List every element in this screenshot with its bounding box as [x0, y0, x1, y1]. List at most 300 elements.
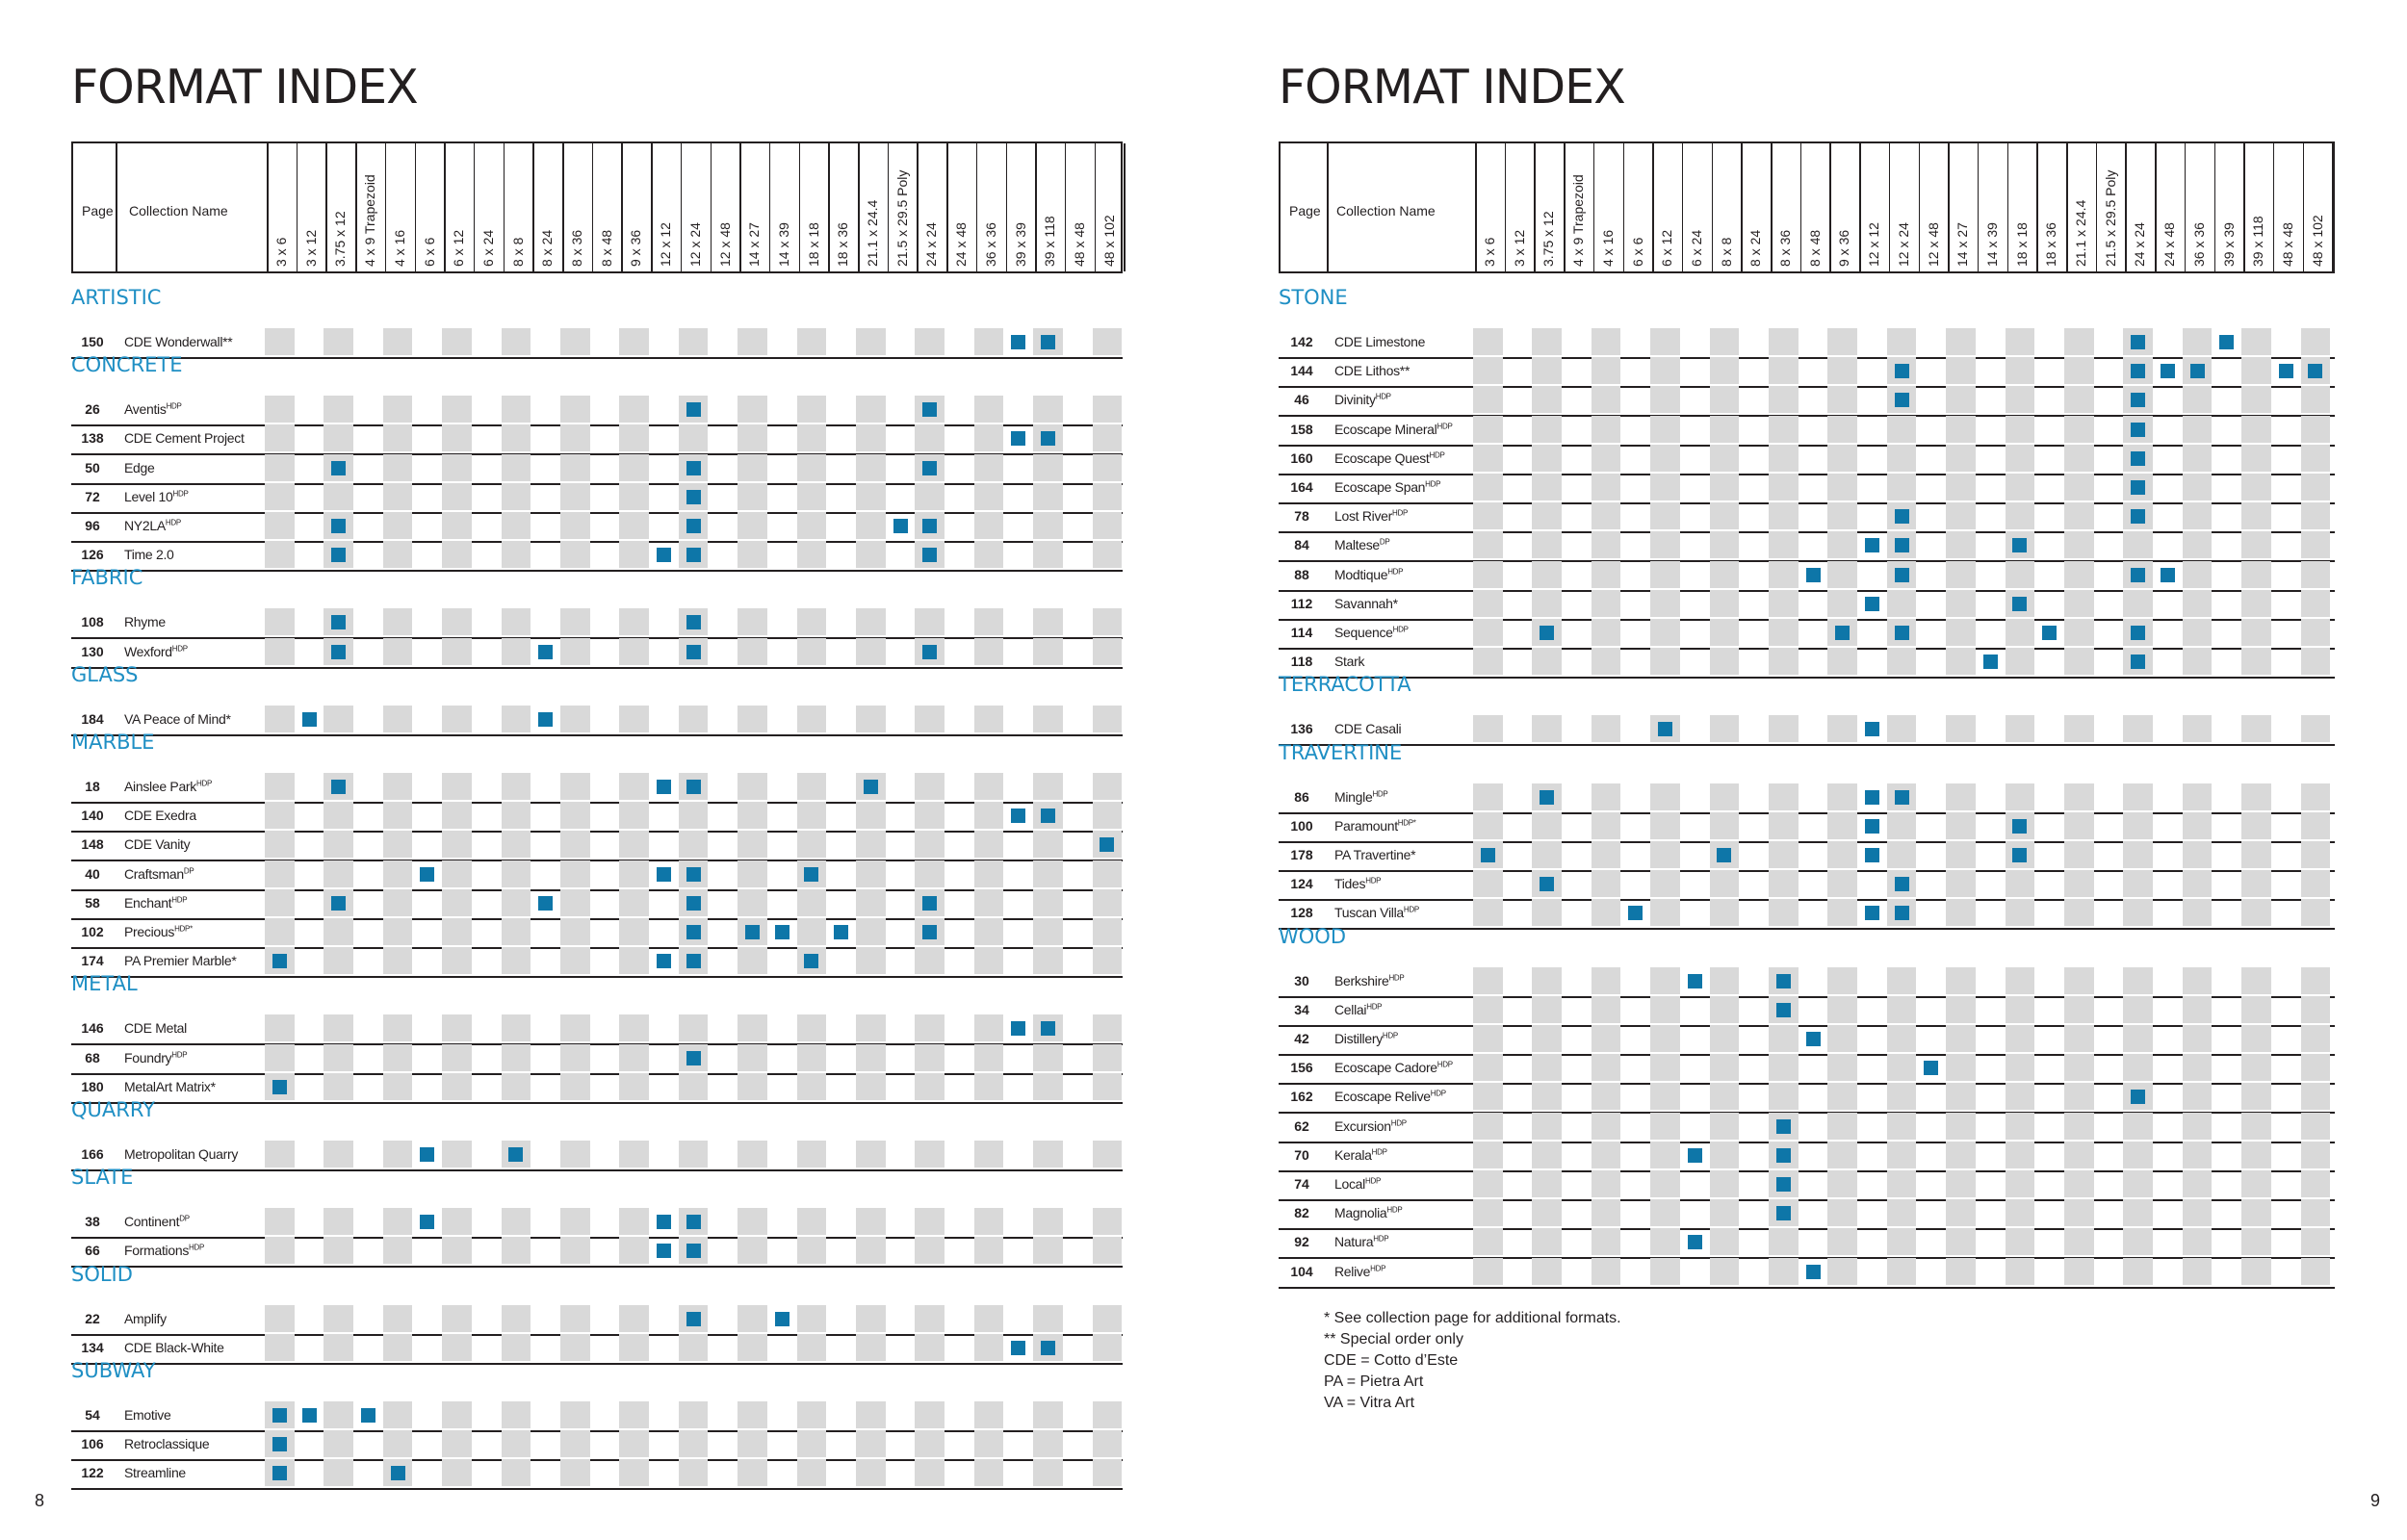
- table-row: [1279, 1142, 2335, 1172]
- format-available-mark: [1041, 1341, 1055, 1355]
- column-stripe: [1946, 967, 1976, 994]
- table-row: [1279, 996, 2335, 1027]
- format-available-mark: [2308, 364, 2322, 378]
- format-available-mark: [2131, 393, 2145, 407]
- column-stripe: [324, 1305, 353, 1332]
- column-stripe: [2064, 386, 2094, 413]
- column-stripe: [2183, 812, 2213, 839]
- table-row: [71, 1305, 1123, 1336]
- format-available-mark: [686, 402, 701, 417]
- column-stripe: [974, 860, 1004, 887]
- column-stripe: [797, 706, 827, 732]
- format-available-mark: [1895, 906, 1909, 920]
- trademark-superscript: HDP: [196, 779, 212, 788]
- column-stripe: [2241, 841, 2271, 868]
- column-stripe: [383, 831, 413, 858]
- column-stripe: [1769, 502, 1799, 529]
- column-stripe: [1650, 590, 1680, 617]
- column-stripe: [560, 860, 590, 887]
- column-stripe: [679, 1334, 709, 1361]
- collection-name: Foundry$^{HDP}$: [124, 1049, 188, 1065]
- column-stripe: [1093, 860, 1123, 887]
- table-row: [1279, 619, 2335, 650]
- column-stripe: [265, 328, 295, 355]
- column-stripe: [2123, 967, 2153, 994]
- column-stripe: [2064, 1054, 2094, 1081]
- page-number-cell: 68: [85, 1049, 100, 1065]
- column-stripe: [1592, 1258, 1621, 1285]
- collection-name: Metropolitan Quarry: [124, 1146, 239, 1162]
- format-label: 4 x 9 Trapezoid: [362, 174, 378, 267]
- column-stripe: [2006, 1199, 2035, 1226]
- format-available-mark: [1776, 1177, 1791, 1192]
- column-stripe: [2183, 1025, 2213, 1052]
- column-stripe: [502, 424, 531, 451]
- column-divider: [739, 143, 741, 271]
- format-label: 6 x 24: [1688, 229, 1704, 267]
- footnote: * See collection page for additional formats.: [1324, 1310, 1621, 1326]
- column-stripe: [619, 947, 649, 974]
- format-available-mark: [1806, 1032, 1821, 1046]
- format-available-mark: [686, 867, 701, 882]
- column-stripe: [619, 1208, 649, 1235]
- column-stripe: [1592, 783, 1621, 810]
- format-label: 24 x 48: [2161, 222, 2178, 267]
- column-stripe: [1946, 648, 1976, 675]
- column-stripe: [442, 1237, 472, 1264]
- column-stripe: [738, 396, 767, 423]
- column-stripe: [1093, 773, 1123, 800]
- column-stripe: [2006, 386, 2035, 413]
- column-stripe: [1592, 357, 1621, 384]
- column-stripe: [738, 638, 767, 665]
- column-stripe: [324, 860, 353, 887]
- table-row: [1279, 502, 2335, 533]
- format-available-mark: [1011, 808, 1025, 823]
- page-title: FORMAT INDEX: [71, 60, 418, 115]
- format-available-mark: [686, 615, 701, 629]
- footnotes: [1324, 1308, 1621, 1414]
- column-stripe: [560, 1044, 590, 1071]
- column-stripe: [974, 541, 1004, 568]
- format-available-mark: [893, 519, 908, 533]
- column-stripe: [1592, 474, 1621, 500]
- column-stripe: [560, 889, 590, 916]
- column-stripe: [2301, 1025, 2331, 1052]
- column-stripe: [915, 1014, 945, 1041]
- column-stripe: [1532, 328, 1562, 355]
- format-available-mark: [2012, 819, 2027, 834]
- column-stripe: [1033, 889, 1063, 916]
- column-stripe: [1769, 870, 1799, 897]
- column-divider: [799, 143, 801, 271]
- column-stripe: [2064, 561, 2094, 588]
- column-stripe: [1710, 812, 1740, 839]
- column-stripe: [1769, 445, 1799, 472]
- column-divider: [1095, 143, 1097, 271]
- column-divider: [1948, 143, 1950, 271]
- format-available-mark: [2131, 509, 2145, 524]
- page-number-cell: 166: [81, 1146, 104, 1162]
- column-stripe: [1946, 357, 1976, 384]
- column-stripe: [1887, 1142, 1917, 1168]
- column-stripe: [2241, 648, 2271, 675]
- column-stripe: [2183, 619, 2213, 646]
- column-stripe: [1946, 1054, 1976, 1081]
- collection-name: Precious$^{HDP*}$: [124, 924, 193, 939]
- column-stripe: [502, 1459, 531, 1486]
- collection-name: MetalArt Matrix*: [124, 1078, 216, 1094]
- column-stripe: [1769, 1258, 1799, 1285]
- column-divider: [504, 143, 505, 271]
- column-stripe: [2064, 841, 2094, 868]
- column-stripe: [442, 483, 472, 510]
- column-stripe: [1033, 773, 1063, 800]
- column-stripe: [1093, 608, 1123, 635]
- column-stripe: [2123, 1199, 2153, 1226]
- format-label: 21.5 x 29.5 Poly: [893, 169, 910, 267]
- column-stripe: [1710, 328, 1740, 355]
- column-stripe: [324, 1237, 353, 1264]
- collection-name: Wexford$^{HDP}$: [124, 643, 188, 659]
- collection-name: Paramount$^{HDP*}$: [1334, 817, 1416, 834]
- section-title: STONE: [1279, 286, 1348, 309]
- format-label: 8 x 24: [539, 229, 556, 267]
- column-stripe: [324, 1073, 353, 1100]
- column-stripe: [1592, 1199, 1621, 1226]
- column-stripe: [1827, 967, 1857, 994]
- column-stripe: [560, 1305, 590, 1332]
- column-stripe: [2183, 1083, 2213, 1110]
- table-row: [1279, 1083, 2335, 1114]
- column-stripe: [2123, 1258, 2153, 1285]
- format-label: 48 x 102: [2309, 215, 2325, 267]
- collection-name: Berkshire$^{HDP}$: [1334, 972, 1405, 988]
- column-stripe: [974, 424, 1004, 451]
- table-row: [1279, 648, 2335, 679]
- column-stripe: [560, 328, 590, 355]
- column-stripe: [1710, 1228, 1740, 1255]
- column-stripe: [2123, 870, 2153, 897]
- format-available-mark: [1011, 1341, 1025, 1355]
- column-stripe: [265, 802, 295, 829]
- column-stripe: [1710, 996, 1740, 1023]
- column-stripe: [1093, 1044, 1123, 1071]
- trademark-superscript: HDP: [171, 1049, 188, 1059]
- column-stripe: [1532, 561, 1562, 588]
- section-title: FABRIC: [71, 566, 143, 590]
- table-row: [71, 483, 1123, 514]
- table-row: [1279, 1228, 2335, 1259]
- column-stripe: [797, 1305, 827, 1332]
- column-stripe: [856, 1401, 886, 1428]
- format-label: 9 x 36: [1836, 229, 1852, 267]
- column-stripe: [619, 328, 649, 355]
- column-stripe: [1650, 561, 1680, 588]
- format-available-mark: [272, 1408, 287, 1423]
- column-stripe: [1827, 416, 1857, 443]
- column-stripe: [619, 1459, 649, 1486]
- column-stripe: [560, 396, 590, 423]
- trademark-superscript: HDP: [1430, 1089, 1446, 1098]
- column-divider: [1889, 143, 1891, 271]
- format-available-mark: [922, 925, 937, 939]
- format-available-mark: [657, 1215, 671, 1229]
- format-label: 14 x 27: [746, 222, 763, 267]
- section-title: CONCRETE: [71, 353, 183, 377]
- column-stripe: [915, 1237, 945, 1264]
- collection-name: Retroclassique: [124, 1436, 210, 1452]
- table-row: [71, 638, 1123, 669]
- page-number-cell: 92: [1294, 1234, 1309, 1250]
- column-stripe: [2301, 841, 2331, 868]
- page-number-cell: 58: [85, 894, 100, 911]
- column-stripe: [2183, 416, 2213, 443]
- column-stripe: [502, 454, 531, 481]
- format-available-mark: [1628, 906, 1643, 920]
- column-stripe: [1710, 386, 1740, 413]
- column-stripe: [2123, 812, 2153, 839]
- collection-name: Ecoscape Relive$^{HDP}$: [1334, 1089, 1446, 1105]
- column-stripe: [619, 773, 649, 800]
- format-label: 6 x 24: [479, 229, 496, 267]
- column-stripe: [679, 1459, 709, 1486]
- column-stripe: [2301, 416, 2331, 443]
- column-stripe: [560, 831, 590, 858]
- column-stripe: [1093, 1014, 1123, 1041]
- format-available-mark: [2042, 626, 2057, 640]
- column-stripe: [502, 947, 531, 974]
- column-stripe: [2006, 502, 2035, 529]
- column-stripe: [1827, 783, 1857, 810]
- column-stripe: [324, 831, 353, 858]
- column-divider: [2155, 143, 2157, 271]
- column-stripe: [1093, 512, 1123, 539]
- collection-name: Ecoscape Span$^{HDP}$: [1334, 479, 1441, 495]
- column-stripe: [2241, 870, 2271, 897]
- column-stripe: [1827, 1258, 1857, 1285]
- column-stripe: [502, 1401, 531, 1428]
- trademark-superscript: HDP: [1371, 1147, 1387, 1157]
- column-stripe: [1710, 1170, 1740, 1197]
- format-available-mark: [272, 1080, 287, 1094]
- column-stripe: [502, 1237, 531, 1264]
- column-stripe: [324, 802, 353, 829]
- column-stripe: [679, 1141, 709, 1168]
- column-stripe: [1650, 783, 1680, 810]
- trademark-superscript: HDP: [1436, 421, 1453, 430]
- column-stripe: [1093, 1459, 1123, 1486]
- format-label: 8 x 36: [569, 229, 584, 267]
- column-stripe: [1769, 1083, 1799, 1110]
- page-number-cell: 150: [81, 334, 104, 349]
- column-stripe: [856, 860, 886, 887]
- column-stripe: [2301, 590, 2331, 617]
- column-stripe: [2241, 1170, 2271, 1197]
- column-stripe: [856, 483, 886, 510]
- column-divider: [917, 143, 919, 271]
- format-available-mark: [302, 1408, 317, 1423]
- column-stripe: [2301, 1054, 2331, 1081]
- column-stripe: [1592, 1025, 1621, 1052]
- column-stripe: [619, 454, 649, 481]
- column-stripe: [856, 328, 886, 355]
- page-number-cell: 54: [85, 1407, 100, 1423]
- column-stripe: [1650, 416, 1680, 443]
- page-number-cell: 174: [81, 953, 104, 969]
- column-stripe: [797, 454, 827, 481]
- column-stripe: [1710, 870, 1740, 897]
- table-row: [1279, 812, 2335, 843]
- column-stripe: [383, 328, 413, 355]
- format-available-mark: [1835, 626, 1850, 640]
- column-stripe: [1827, 474, 1857, 500]
- column-stripe: [2006, 1025, 2035, 1052]
- column-stripe: [2064, 416, 2094, 443]
- column-stripe: [1093, 802, 1123, 829]
- page-number-cell: 46: [1294, 392, 1309, 408]
- column-stripe: [856, 1073, 886, 1100]
- column-stripe: [1473, 967, 1503, 994]
- column-stripe: [1769, 619, 1799, 646]
- column-stripe: [679, 328, 709, 355]
- column-stripe: [797, 1014, 827, 1041]
- column-stripe: [1592, 996, 1621, 1023]
- column-stripe: [2241, 1113, 2271, 1140]
- column-stripe: [265, 454, 295, 481]
- column-stripe: [1827, 1113, 1857, 1140]
- collection-name: Tuscan Villa$^{HDP}$: [1334, 905, 1419, 921]
- column-stripe: [619, 1014, 649, 1041]
- column-stripe: [1827, 386, 1857, 413]
- column-stripe: [2064, 1170, 2094, 1197]
- format-available-mark: [331, 780, 346, 794]
- column-stripe: [2241, 1025, 2271, 1052]
- column-divider: [325, 143, 327, 271]
- column-stripe: [1887, 812, 1917, 839]
- format-available-mark: [657, 780, 671, 794]
- column-stripe: [502, 1044, 531, 1071]
- format-available-mark: [331, 615, 346, 629]
- column-stripe: [1650, 1170, 1680, 1197]
- collection-name: Streamline: [124, 1465, 186, 1481]
- column-stripe: [442, 424, 472, 451]
- column-stripe: [502, 396, 531, 423]
- page-number-cell: 66: [85, 1243, 100, 1259]
- collection-name: CDE Wonderwall**: [124, 334, 233, 349]
- column-stripe: [1650, 1228, 1680, 1255]
- column-stripe: [1473, 783, 1503, 810]
- column-stripe: [265, 638, 295, 665]
- format-label: 3.75 x 12: [1540, 211, 1557, 267]
- column-stripe: [502, 918, 531, 945]
- table-row: [1279, 474, 2335, 504]
- column-divider: [592, 143, 594, 271]
- format-label: 8 x 24: [1747, 229, 1764, 267]
- column-stripe: [560, 1459, 590, 1486]
- column-stripe: [974, 1430, 1004, 1457]
- column-stripe: [915, 1208, 945, 1235]
- column-stripe: [856, 638, 886, 665]
- column-divider: [1475, 143, 1477, 271]
- format-available-mark: [922, 461, 937, 475]
- trademark-superscript: HDP: [166, 401, 182, 411]
- format-available-mark: [272, 1437, 287, 1451]
- column-divider: [1564, 143, 1566, 271]
- column-stripe: [619, 1141, 649, 1168]
- column-stripe: [2006, 1113, 2035, 1140]
- table-row: [71, 773, 1123, 804]
- page-number-cell: 164: [1290, 479, 1313, 495]
- column-stripe: [383, 1237, 413, 1264]
- column-stripe: [1946, 715, 1976, 742]
- column-divider: [1978, 143, 1980, 271]
- column-stripe: [974, 773, 1004, 800]
- section-title: SUBWAY: [71, 1359, 156, 1382]
- trademark-superscript: DP: [1379, 537, 1390, 547]
- column-stripe: [442, 1430, 472, 1457]
- column-stripe: [1532, 841, 1562, 868]
- format-available-mark: [2131, 568, 2145, 582]
- column-stripe: [738, 889, 767, 916]
- column-stripe: [1769, 531, 1799, 558]
- format-label: 14 x 27: [1954, 222, 1971, 267]
- format-label: 39 x 39: [1012, 222, 1028, 267]
- column-stripe: [2241, 899, 2271, 926]
- column-stripe: [619, 1430, 649, 1457]
- column-stripe: [1946, 1228, 1976, 1255]
- format-available-mark: [864, 780, 878, 794]
- format-label: 12 x 48: [716, 222, 733, 267]
- column-stripe: [1473, 1025, 1503, 1052]
- column-stripe: [1592, 967, 1621, 994]
- column-stripe: [619, 918, 649, 945]
- format-available-mark: [420, 867, 434, 882]
- section-title: SOLID: [71, 1262, 133, 1286]
- table-row: [1279, 1113, 2335, 1143]
- column-divider: [1829, 143, 1831, 271]
- column-stripe: [974, 947, 1004, 974]
- column-stripe: [2123, 1228, 2153, 1255]
- column-stripe: [1946, 812, 1976, 839]
- column-divider: [355, 143, 357, 271]
- column-stripe: [1592, 445, 1621, 472]
- column-stripe: [974, 1334, 1004, 1361]
- format-label: 6 x 6: [1629, 237, 1645, 267]
- table-row: [1279, 328, 2335, 359]
- column-stripe: [2241, 1199, 2271, 1226]
- section-title: ARTISTIC: [71, 286, 162, 309]
- column-stripe: [915, 1401, 945, 1428]
- column-stripe: [738, 483, 767, 510]
- section-title: QUARRY: [71, 1098, 155, 1121]
- column-stripe: [1710, 474, 1740, 500]
- column-stripe: [502, 328, 531, 355]
- column-stripe: [2006, 899, 2035, 926]
- column-stripe: [856, 831, 886, 858]
- format-available-mark: [657, 954, 671, 968]
- format-available-mark: [2161, 568, 2175, 582]
- column-stripe: [797, 1237, 827, 1264]
- format-available-mark: [1865, 790, 1879, 805]
- column-stripe: [2123, 590, 2153, 617]
- format-available-mark: [1865, 538, 1879, 552]
- column-stripe: [1473, 870, 1503, 897]
- column-stripe: [1473, 445, 1503, 472]
- column-stripe: [974, 396, 1004, 423]
- column-stripe: [442, 1141, 472, 1168]
- column-stripe: [560, 541, 590, 568]
